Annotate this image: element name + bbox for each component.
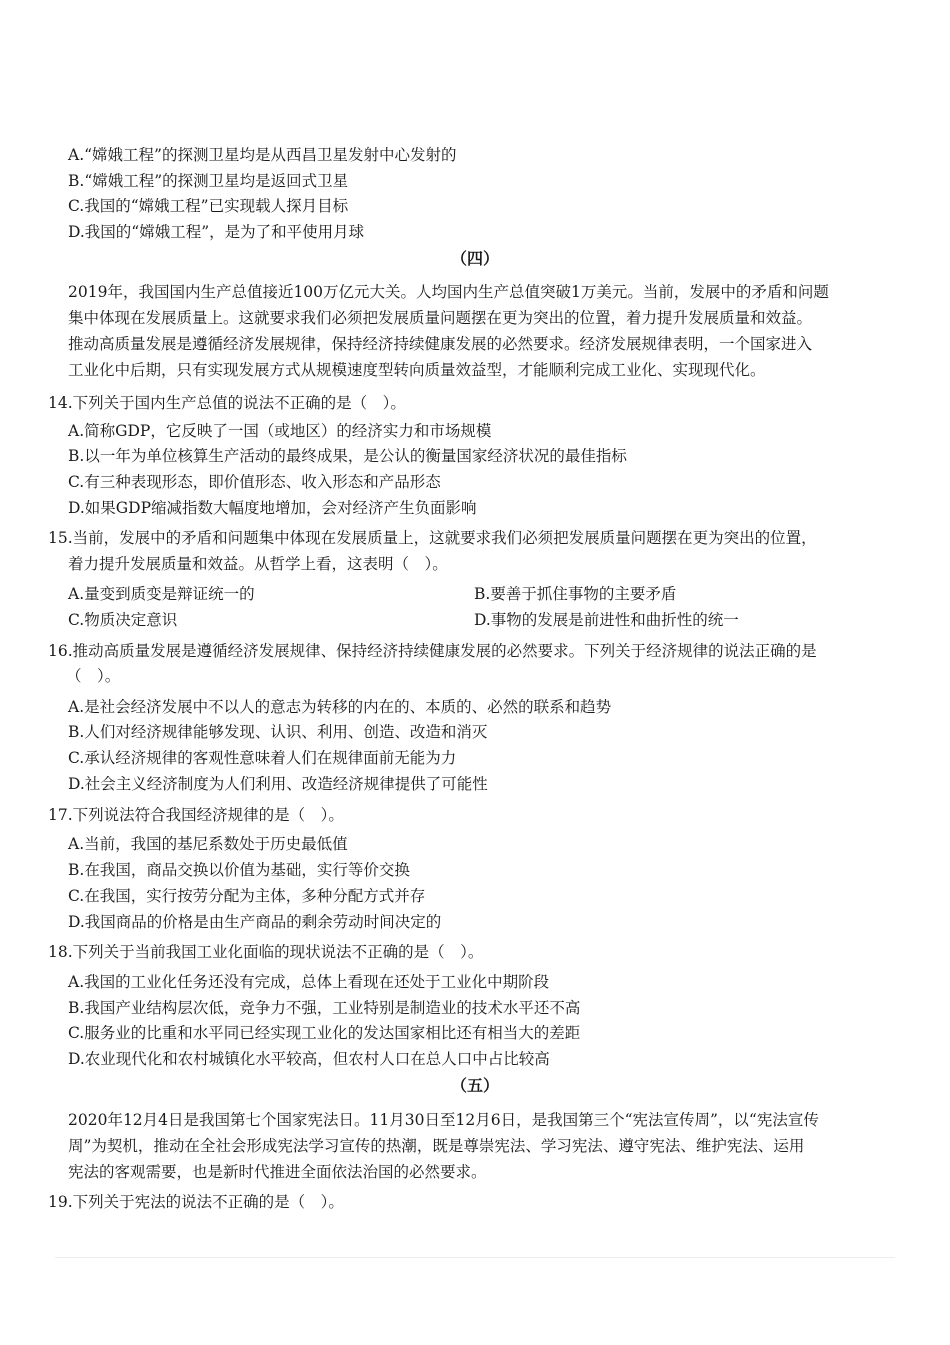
q15-option-c: C.物质决定意识 <box>68 611 178 629</box>
q16-option-a: A.是社会经济发展中不以人的意志为转移的内在的、本质的、必然的联系和趋势 <box>68 698 612 716</box>
q13-option-d: D.我国的“嫦娥工程”，是为了和平使用月球 <box>68 223 365 241</box>
q15-stem: 15.当前，发展中的矛盾和问题集中体现在发展质量上，这就要求我们必须把发展质量问题摆在更为突出的位置， <box>48 529 817 547</box>
q18-option-c: C.服务业的比重和水平同已经实现工业化的发达国家相比还有相当大的差距 <box>68 1024 581 1042</box>
q15-stem-cont: 着力提升发展质量和效益。从哲学上看，这表明（ ）。 <box>68 555 448 573</box>
section-4-passage-line: 2019年，我国国内生产总值接近100万亿元大关。人均国内生产总值突破1万美元。当前，发展中的矛盾和问题 <box>68 283 829 301</box>
section-5-passage-line: 周”为契机，推动在全社会形成宪法学习宣传的热潮，既是尊崇宪法、学习宪法、遵守宪法、维护宪法、运用 <box>68 1137 805 1155</box>
section-5-heading: （五） <box>450 1076 499 1095</box>
q14-option-b: B.以一年为单位核算生产活动的最终成果，是公认的衡量国家经济状况的最佳指标 <box>68 447 627 465</box>
q18-stem: 18.下列关于当前我国工业化面临的现状说法不正确的是（ ）。 <box>48 943 484 961</box>
q16-stem-cont: （ ）。 <box>66 667 121 685</box>
q17-option-a: A.当前，我国的基尼系数处于历史最低值 <box>68 835 348 853</box>
section-4-heading: （四） <box>450 249 499 268</box>
q16-option-d: D.社会主义经济制度为人们利用、改造经济规律提供了可能性 <box>68 775 488 793</box>
q17-stem: 17.下列说法符合我国经济规律的是（ ）。 <box>48 806 344 824</box>
q14-option-d: D.如果GDP缩减指数大幅度地增加，会对经济产生负面影响 <box>68 499 477 517</box>
q18-option-a: A.我国的工业化任务还没有完成，总体上看现在还处于工业化中期阶段 <box>68 973 550 991</box>
section-5-passage-line: 宪法的客观需要，也是新时代推进全面依法治国的必然要求。 <box>68 1163 487 1181</box>
q16-stem: 16.推动高质量发展是遵循经济发展规律、保持经济持续健康发展的必然要求。下列关于经济规律的说法正确的是 <box>48 642 817 660</box>
q13-option-a: A.“嫦娥工程”的探测卫星均是从西昌卫星发射中心发射的 <box>68 146 457 164</box>
q15-option-a: A.量变到质变是辩证统一的 <box>68 585 255 603</box>
q15-option-b: B.要善于抓住事物的主要矛盾 <box>474 585 677 603</box>
section-5-passage-line: 2020年12月4日是我国第七个国家宪法日。11月30日至12月6日，是我国第三个“宪法宣传周”，以“宪法宣传 <box>68 1111 819 1129</box>
q16-option-b: B.人们对经济规律能够发现、认识、利用、创造、改造和消灭 <box>68 723 488 741</box>
q17-option-b: B.在我国，商品交换以价值为基础，实行等价交换 <box>68 861 410 879</box>
section-4-passage-line: 工业化中后期，只有实现发展方式从规模速度型转向质量效益型，才能顺利完成工业化、实现现代化。 <box>68 361 766 379</box>
section-4-passage-line: 推动高质量发展是遵循经济发展规律，保持经济持续健康发展的必然要求。经济发展规律表明，一个国家进入 <box>68 335 813 353</box>
q13-option-b: B.“嫦娥工程”的探测卫星均是返回式卫星 <box>68 172 349 190</box>
q17-option-d: D.我国商品的价格是由生产商品的剩余劳动时间决定的 <box>68 913 442 931</box>
q14-option-a: A.简称GDP，它反映了一国（或地区）的经济实力和市场规模 <box>68 422 492 440</box>
q18-option-d: D.农业现代化和农村城镇化水平较高，但农村人口在总人口中占比较高 <box>68 1050 550 1068</box>
q16-option-c: C.承认经济规律的客观性意味着人们在规律面前无能为力 <box>68 749 457 767</box>
q14-option-c: C.有三种表现形态，即价值形态、收入形态和产品形态 <box>68 473 441 491</box>
q17-option-c: C.在我国，实行按劳分配为主体，多种分配方式并存 <box>68 887 426 905</box>
q13-option-c: C.我国的“嫦娥工程”已实现载人探月目标 <box>68 197 349 215</box>
q18-option-b: B.我国产业结构层次低，竞争力不强，工业特别是制造业的技术水平还不高 <box>68 999 581 1017</box>
q14-stem: 14.下列关于国内生产总值的说法不正确的是（ ）。 <box>48 394 406 412</box>
q15-option-d: D.事物的发展是前进性和曲折性的统一 <box>474 611 739 629</box>
section-4-passage-line: 集中体现在发展质量上。这就要求我们必须把发展质量问题摆在更为突出的位置，着力提升发展质量和效益。 <box>68 309 813 327</box>
q19-stem: 19.下列关于宪法的说法不正确的是（ ）。 <box>48 1193 344 1211</box>
footer-divider <box>55 1257 895 1258</box>
